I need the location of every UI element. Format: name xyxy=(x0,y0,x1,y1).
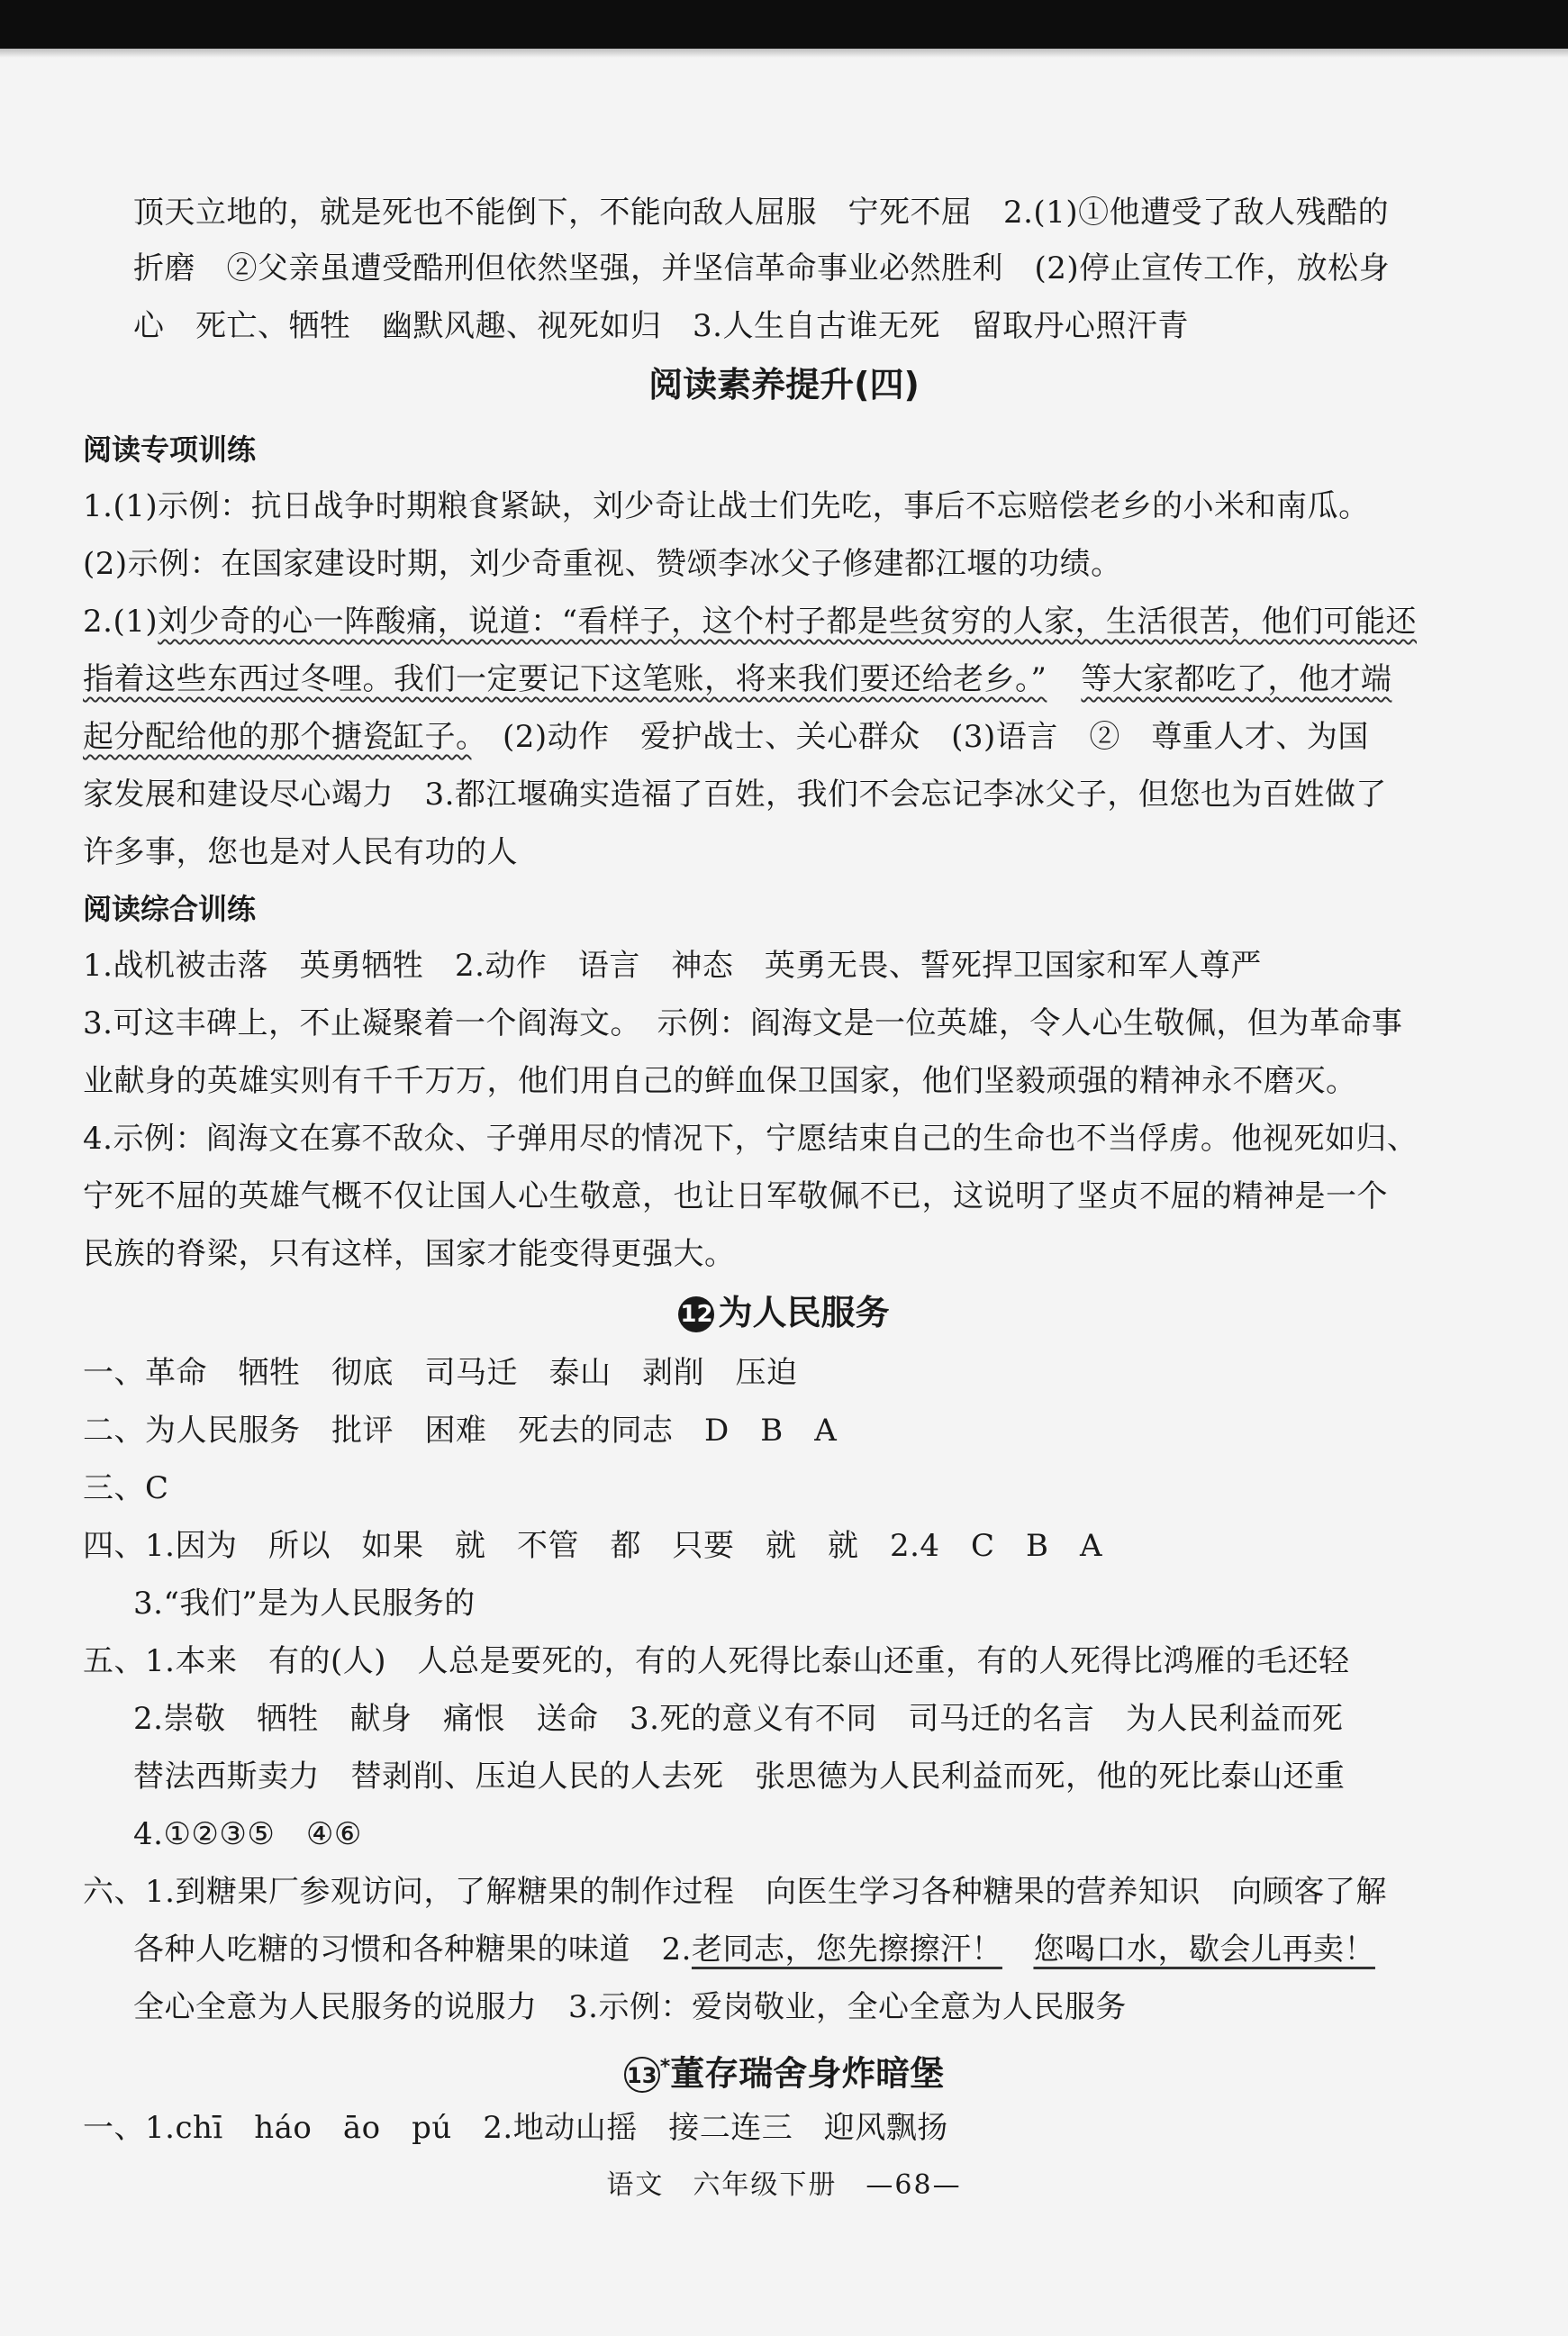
answer-text: 各种人吃糖的习惯和各种糖果的味道 2. xyxy=(133,1932,692,1968)
optional-lesson-mark: * xyxy=(659,2056,671,2078)
underlined-text: 老同志，您先擦擦汗！ xyxy=(691,1932,1002,1968)
page-footer: 语文 六年级下册 —68— xyxy=(606,2169,962,2201)
wavy-underlined-text: 等大家都吃了，他才端 xyxy=(1081,661,1392,697)
text-line: 许多事，您也是对人民有功的人 xyxy=(83,834,518,870)
question-number: 2.(1) xyxy=(83,604,159,640)
text-line: 心 死亡、牺牲 幽默风趣、视死如归 3.人生自古谁无死 留取丹心照汗青 xyxy=(133,308,1189,344)
lesson-number-badge: 13 xyxy=(624,2057,660,2093)
lesson-title-text: 为人民服务 xyxy=(718,1293,890,1332)
text-line: 六、1.到糖果厂参观访问，了解糖果的制作过程 向医生学习各种糖果的营养知识 向顾客了解 xyxy=(83,1874,1387,1910)
underlined-text: 您喝口水，歇会儿再卖！ xyxy=(1033,1932,1375,1968)
wavy-underlined-text: 起分配给他的那个搪瓷缸子。 xyxy=(83,719,472,755)
text-line: 3.可这丰碑上，不止凝聚着一个阎海文。 示例：阎海文是一位英雄，令人心生敬佩，但为革命事 xyxy=(83,1005,1403,1041)
wavy-underlined-text: 指着这些东西过冬哩。我们一定要记下这笔账，将来我们要还给老乡。” xyxy=(83,661,1047,697)
subsection-heading-special-training: 阅读专项训练 xyxy=(83,432,257,467)
text-line: (2)示例：在国家建设时期，刘少奇重视、赞颂李冰父子修建都江堰的功绩。 xyxy=(83,546,1122,582)
text-line: 家发展和建设尽心竭力 3.都江堰确实造福了百姓，我们不会忘记李冰父子，但您也为百姓做了 xyxy=(83,777,1387,813)
wavy-underlined-text: 刘少奇的心一阵酸痛，说道：“看样子，这个村子都是些贫穷的人家，生活很苦，他们可能还 xyxy=(158,604,1417,640)
text-line xyxy=(83,659,1391,699)
text-line: 2.崇敬 牺牲 献身 痛恨 送命 3.死的意义有不同 司马迁的名言 为人民利益而死 xyxy=(133,1701,1344,1737)
text-line: 1.(1)示例：抗日战争时期粮食紧缺，刘少奇让战士们先吃，事后不忘赔偿老乡的小米和南瓜。 xyxy=(83,488,1370,524)
text-line: 1.战机被击落 英勇牺牲 2.动作 语言 神态 英勇无畏、誓死捍卫国家和军人尊严 xyxy=(83,948,1262,984)
lesson-title-12 xyxy=(0,1292,1568,1333)
text-line: 替法西斯卖力 替剥削、压迫人民的人去死 张思德为人民利益而死，他的死比泰山还重 xyxy=(133,1759,1346,1795)
text-line: 4.①②③⑤ ④⑥ xyxy=(133,1816,362,1852)
subsection-heading-comprehensive-training: 阅读综合训练 xyxy=(83,892,257,926)
text-line: 四、1.因为 所以 如果 就 不管 都 只要 就 就 2.4 C B A xyxy=(83,1528,1103,1564)
text-line xyxy=(133,1930,1375,1969)
text-line: 业献身的英雄实则有千千万万，他们用自己的鲜血保卫国家，他们坚毅顽强的精神永不磨灭。 xyxy=(83,1063,1357,1099)
text-line: 全心全意为人民服务的说服力 3.示例：爱岗敬业，全心全意为人民服务 xyxy=(133,1989,1127,2025)
text-line: 一、革命 牺牲 彻底 司马迁 泰山 剥削 压迫 xyxy=(83,1355,798,1391)
text-line xyxy=(83,602,1417,641)
text-line: 二、为人民服务 批评 困难 死去的同志 D B A xyxy=(83,1413,838,1449)
text-line: 五、1.本来 有的(人) 人总是要死的，有的人死得比泰山还重，有的人死得比鸿雁的毛还轻 xyxy=(83,1643,1350,1679)
lesson-number-badge: 12 xyxy=(678,1296,714,1332)
text-line: 三、C xyxy=(83,1470,169,1506)
text-line: 一、1.chī háo āo pú 2.地动山摇 接二连三 迎风飘扬 xyxy=(83,2110,948,2146)
text-line: 民族的脊梁，只有这样，国家才能变得更强大。 xyxy=(83,1236,736,1272)
lesson-title-text: 董存瑞舍身炸暗堡 xyxy=(670,2053,945,2094)
text-line: 顶天立地的，就是死也不能倒下，不能向敌人屈服 宁死不屈 2.(1)①他遭受了敌人残酷的 xyxy=(133,195,1390,231)
text-line: 宁死不屈的英雄气概不仅让国人心生敬意，也让日军敬佩不已，这说明了坚贞不屈的精神是一个 xyxy=(83,1178,1388,1214)
text-line: 折磨 ②父亲虽遭受酷刑但依然坚强，并坚信革命事业必然胜利 (2)停止宣传工作，放松身 xyxy=(133,250,1391,286)
text-line: 3.“我们”是为人民服务的 xyxy=(133,1586,476,1622)
text-line xyxy=(83,717,1369,757)
lesson-title-13 xyxy=(0,2047,1568,2095)
text-line: 4.示例：阎海文在寡不敌众、子弹用尽的情况下，宁愿结束自己的生命也不当俘虏。他视死如归、 xyxy=(83,1121,1418,1157)
section-title-reading-4: 阅读素养提升(四) xyxy=(648,365,920,404)
answer-text: (2)动作 爱护战士、关心群众 (3)语言 ② 尊重人才、为国 xyxy=(471,719,1369,755)
